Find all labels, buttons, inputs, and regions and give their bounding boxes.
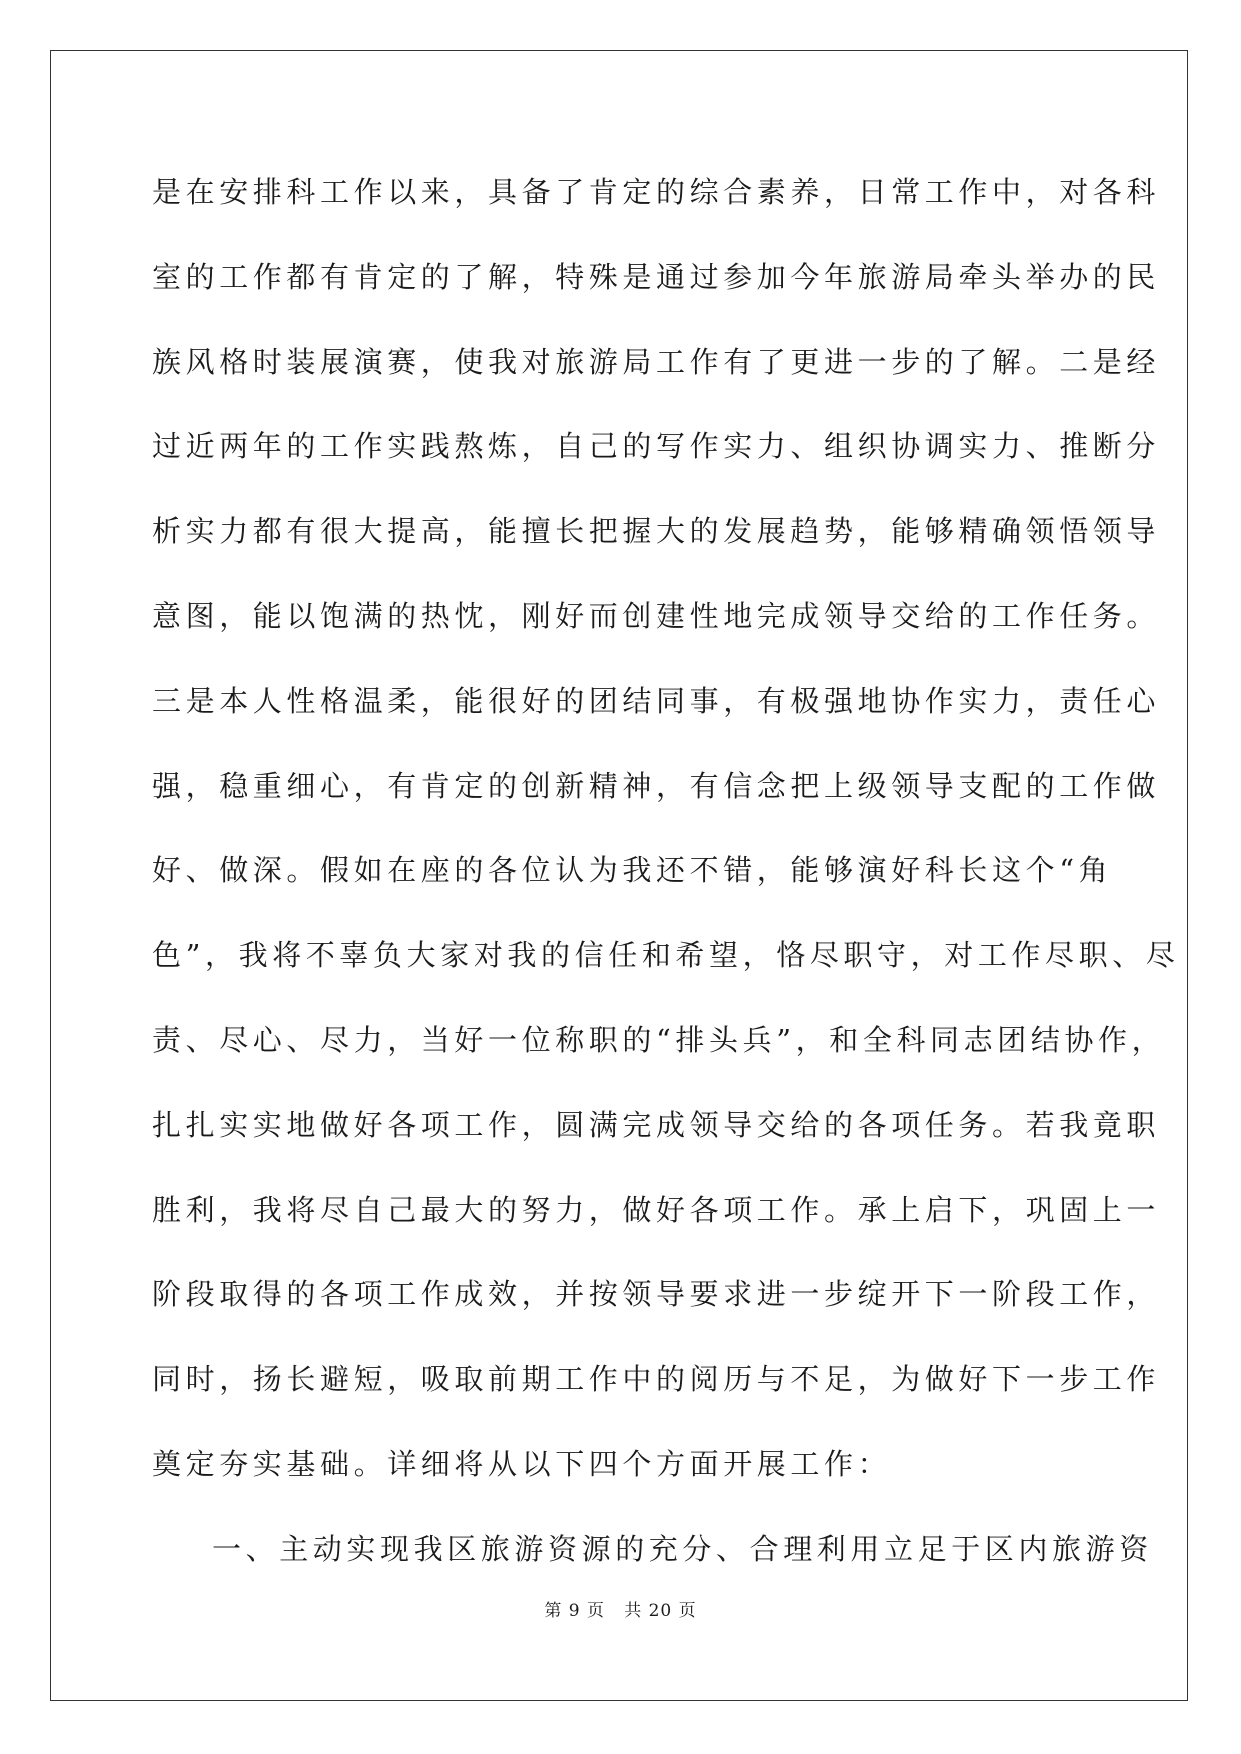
section-heading-line: 一、主动实现我区旅游资源的充分、合理利用立足于区内旅游资 (212, 1531, 1153, 1566)
text-line: 好、做深。假如在座的各位认为我还不错，能够演好科长这个“角 (152, 853, 1113, 888)
text-line: 过近两年的工作实践熬炼，自己的写作实力、组织协调实力、推断分 (152, 429, 1161, 464)
text-line: 奠定夯实基础。详细将从以下四个方面开展工作： (152, 1446, 892, 1481)
text-line: 责、尽心、尽力，当好一位称职的“排头兵”，和全科同志团结协作， (152, 1022, 1166, 1057)
text-line: 族风格时装展演赛，使我对旅游局工作有了更进一步的了解。二是经 (152, 344, 1161, 379)
text-line: 扎扎实实地做好各项工作，圆满完成领导交给的各项任务。若我竟职 (152, 1107, 1161, 1142)
document-body (152, 170, 1180, 1612)
page-footer (0, 1596, 1241, 1621)
text-line: 阶段取得的各项工作成效，并按领导要求进一步绽开下一阶段工作， (152, 1277, 1161, 1312)
text-line: 是在安排科工作以来，具备了肯定的综合素养，日常工作中，对各科 (152, 175, 1161, 209)
page-total: 共 20 页 (624, 1601, 697, 1621)
text-line: 析实力都有很大提高，能擅长把握大的发展趋势，能够精确领悟领导 (152, 514, 1161, 549)
text-line: 同时，扬长避短，吸取前期工作中的阅历与不足，为做好下一步工作 (152, 1362, 1161, 1397)
text-line: 胜利，我将尽自己最大的努力，做好各项工作。承上启下，巩固上一 (152, 1192, 1161, 1227)
text-line: 意图，能以饱满的热忱，刚好而创建性地完成领导交给的工作任务。 (152, 598, 1161, 633)
text-line: 三是本人性格温柔，能很好的团结同事，有极强地协作实力，责任心 (152, 683, 1161, 718)
text-line: 色”，我将不辜负大家对我的信任和希望，恪尽职守，对工作尽职、尽 (152, 938, 1180, 973)
text-line: 强，稳重细心，有肯定的创新精神，有信念把上级领导支配的工作做 (152, 768, 1161, 803)
page-number: 第 9 页 (544, 1601, 605, 1621)
text-line: 室的工作都有肯定的了解，特殊是通过参加今年旅游局牵头举办的民 (152, 259, 1161, 294)
